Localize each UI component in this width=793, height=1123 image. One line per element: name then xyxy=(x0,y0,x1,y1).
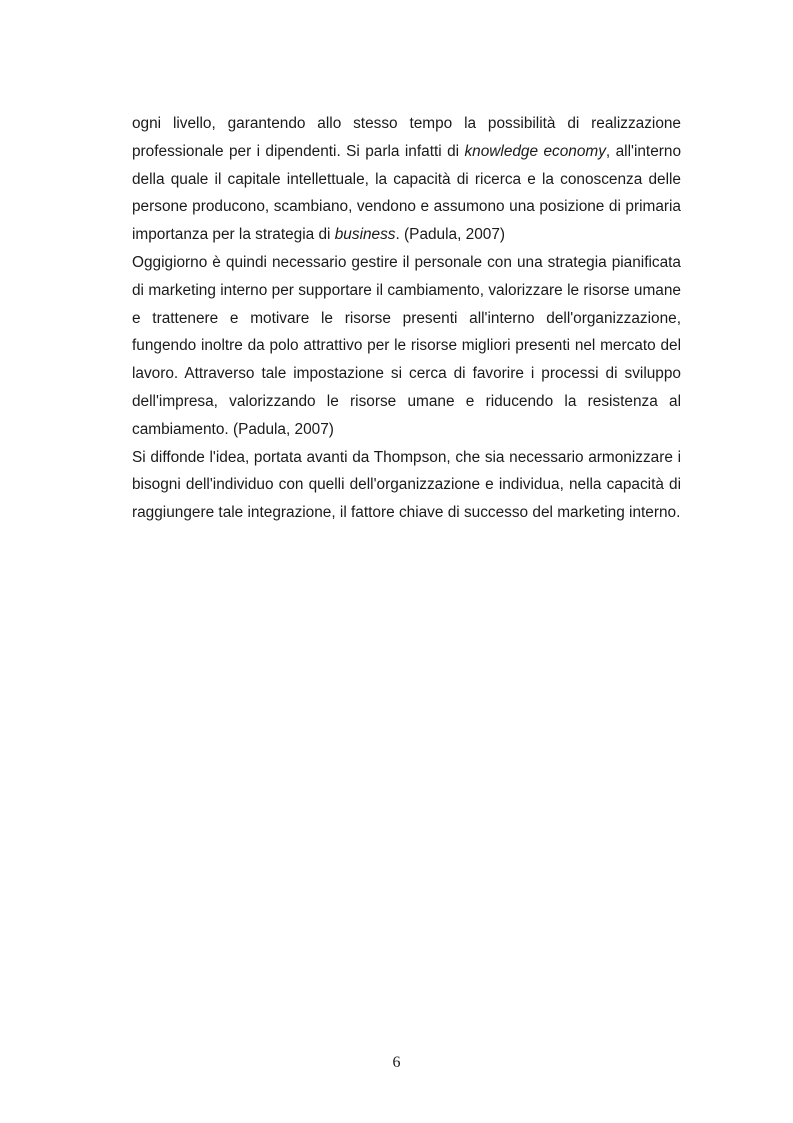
text-segment: Si diffonde l'idea, portata avanti da Thompson, che sia necessario armonizzare i bisogni dell'individuo con quelli dell'organizzazione e individua, nella capacità di raggiungere tale integrazione, il fattore chiave di successo del marketing interno. xyxy=(132,448,681,522)
paragraph-3 xyxy=(132,444,681,527)
body-text xyxy=(132,110,681,527)
text-segment: , all'interno della quale il capitale intellettuale, la capacità di ricerca e la conoscenza delle persone producono, scambiano, vendono e assumono una posizione di primaria importanza per la strategia di xyxy=(132,142,682,244)
citation: . (Padula, 2007) xyxy=(395,226,506,244)
italic-term-business: business xyxy=(334,226,396,244)
text-segment: Oggigiorno è quindi necessario gestire il personale con una strategia pianificata di marketing interno per supportare il cambiamento, valorizzare le risorse umane e trattenere e motivare le risorse presenti all'interno dell'organizzazione, fungendo inoltre da polo attrattivo per le risorse migliori presenti nel mercato del lavoro. Attraverso tale impostazione si cerca di favorire i processi di sviluppo dell'impresa, valorizzando le risorse umane e riducendo la resistenza al cambiamento. (Padula, 2007) xyxy=(132,253,681,438)
italic-term-knowledge-economy: knowledge economy xyxy=(464,142,606,160)
text-segment: ogni livello, garantendo allo stesso tempo la possibilità di realizzazione professionale per i dipendenti. Si parla infatti di xyxy=(132,115,681,160)
page-number: 6 xyxy=(392,1054,401,1071)
paragraph-2 xyxy=(132,249,681,444)
paragraph-1 xyxy=(132,110,681,249)
